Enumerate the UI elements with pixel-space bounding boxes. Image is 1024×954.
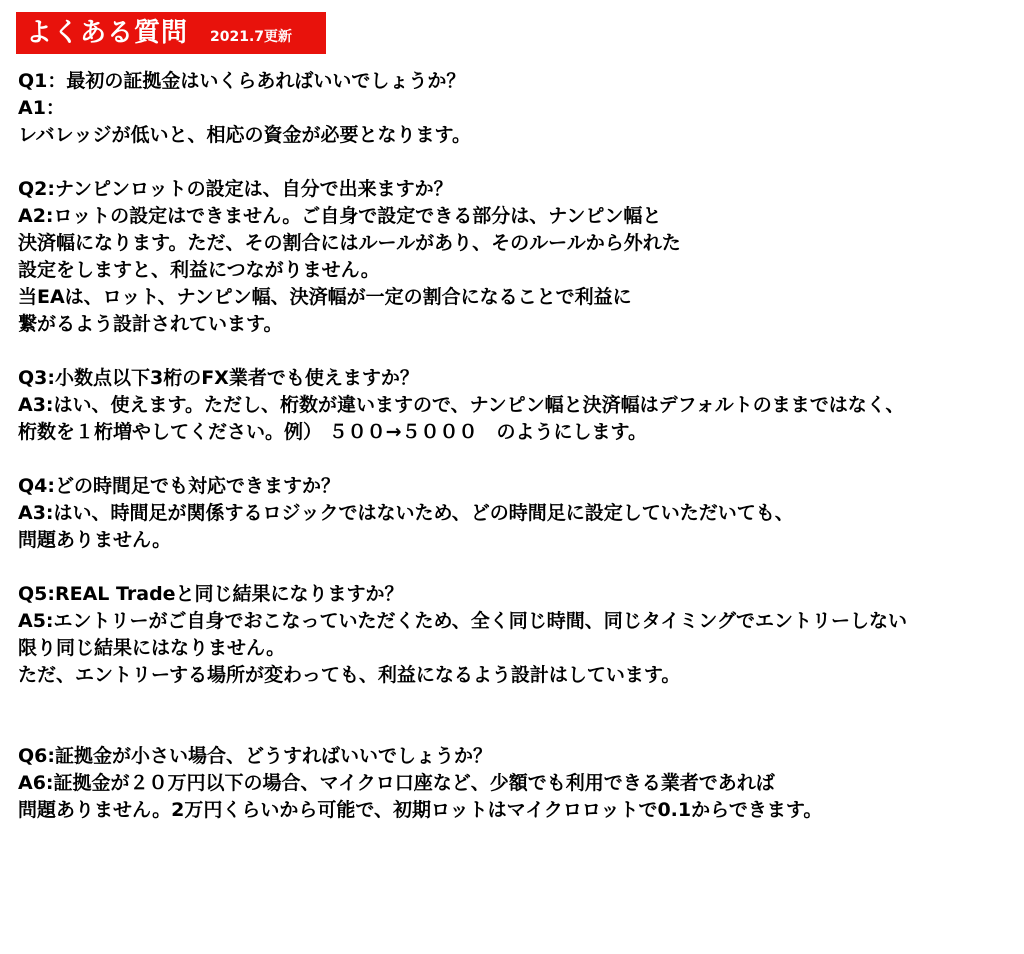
faq-list (18, 68, 1018, 824)
answer-2-line-1: A2:ロットの設定はできません。ご自身で設定できる部分は、ナンピン幅と (18, 205, 662, 227)
answer-1-line-1: A1： (18, 97, 65, 119)
answer-2-line-4: 当EAは、ロット、ナンピン幅、決済幅が一定の割合になることで利益に (18, 286, 632, 308)
faq-item-3 (18, 365, 1018, 446)
updated-date: 2021.7更新 (210, 29, 293, 45)
answer-2-line-5: 繋がるよう設計されています。 (18, 313, 283, 335)
question-5: Q5:REAL Tradeと同じ結果になりますか？ (18, 583, 404, 605)
answer-4-line-1: A3:はい、時間足が関係するロジックではないため、どの時間足に設定していただいても、 (18, 502, 794, 524)
answer-2-line-3: 設定をしますと、利益につながりません。 (18, 259, 380, 281)
faq-item-4 (18, 473, 1018, 554)
answer-6-line-2: 問題ありません。2万円くらいから可能で、初期ロットはマイクロロットで0.1からできます。 (18, 799, 823, 821)
question-3: Q3:小数点以下3桁のFX業者でも使えますか？ (18, 367, 419, 389)
answer-3-line-1: A3:はい、使えます。ただし、桁数が違いますので、ナンピン幅と決済幅はデフォルトのままではなく、 (18, 394, 905, 416)
question-6: Q6:証拠金が小さい場合、どうすればいいでしょうか？ (18, 745, 492, 767)
answer-5-line-2: 限り同じ結果にはなりません。 (18, 637, 286, 659)
answer-5-line-3: ただ、エントリーする場所が変わっても、利益になるよう設計はしています。 (18, 664, 681, 686)
faq-item-2 (18, 176, 1018, 338)
question-2: Q2:ナンピンロットの設定は、自分で出来ますか？ (18, 178, 453, 200)
answer-3-line-2: 桁数を１桁増やしてください。例） ５００→５０００ のようにします。 (18, 421, 648, 443)
answer-2-line-2: 決済幅になります。ただ、その割合にはルールがあり、そのルールから外れた (18, 232, 681, 254)
question-4: Q4:どの時間足でも対応できますか？ (18, 475, 340, 497)
answer-4-line-2: 問題ありません。 (18, 529, 172, 551)
page-header-badge (16, 12, 326, 54)
faq-item-5 (18, 581, 1018, 689)
faq-item-6 (18, 743, 1018, 824)
answer-5-line-1: A5:エントリーがご自身でおこなっていただくため、全く同じ時間、同じタイミングでエントリーしない (18, 610, 908, 632)
page-title: よくある質問 (26, 18, 189, 48)
faq-item-1 (18, 68, 1018, 149)
answer-6-line-1: A6:証拠金が２０万円以下の場合、マイクロ口座など、少額でも利用できる業者であれば (18, 772, 775, 794)
answer-1-line-2: レバレッジが低いと、相応の資金が必要となります。 (18, 124, 471, 146)
question-1: Q1：最初の証拠金はいくらあればいいでしょうか？ (18, 70, 466, 92)
